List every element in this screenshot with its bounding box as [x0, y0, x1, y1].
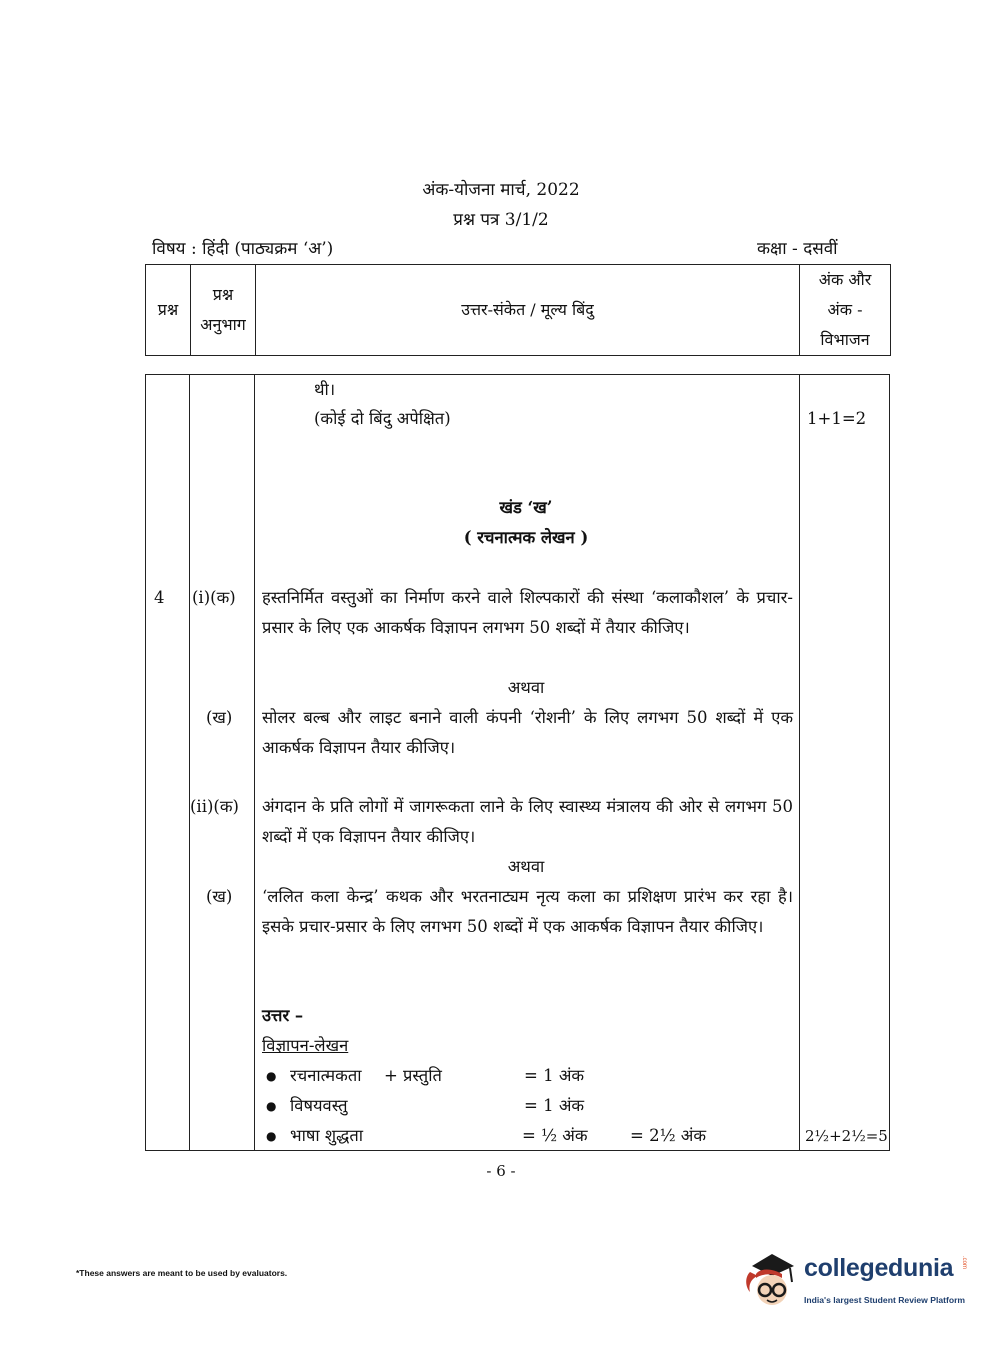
- carry-marks: 1+1=2: [807, 409, 867, 428]
- part-ii-kha-label: (ख): [206, 887, 233, 906]
- rubric-total: = 2½ अंक: [630, 1126, 707, 1145]
- part-i-ka-text: हस्तनिर्मित वस्तुओं का निर्माण करने वाले शिल्पकारों की संस्था ‘कलाकौशल’ के प्रचार-प्रसार के लिए एक आकर्षक विज्ञापन लगभग 50 शब्दों में तैयार कीजिए।: [262, 588, 793, 637]
- paper-code: प्रश्न पत्र 3/1/2: [453, 210, 549, 230]
- collegedunia-logo[interactable]: [742, 1248, 972, 1316]
- header-section: प्रश्न अनुभाग: [191, 265, 256, 356]
- header-answer: उत्तर-संकेत / मूल्य बिंदु: [256, 265, 800, 356]
- rubric-value: = 1 अंक: [524, 1066, 585, 1085]
- page-number: - 6 -: [486, 1162, 516, 1180]
- rubric-item: विषयवस्तु: [290, 1096, 348, 1115]
- rubric-plus: +: [384, 1066, 398, 1085]
- carry-note: (कोई दो बिंदु अपेक्षित): [314, 409, 451, 428]
- bullet-icon: ●: [266, 1099, 277, 1113]
- or-divider: अथवा: [507, 857, 545, 876]
- answer-key-title: अंक-योजना मार्च, 2022: [422, 180, 580, 200]
- brand-tagline: India's largest Student Review Platform: [804, 1295, 966, 1305]
- header-marks: अंक और अंक - विभाजन: [800, 265, 891, 356]
- part-i-kha-label: (ख): [206, 708, 233, 727]
- column-divider: [189, 375, 190, 1150]
- class-label: कक्षा - दसवीं: [757, 239, 838, 259]
- or-divider: अथवा: [507, 678, 545, 697]
- final-marks: 2½+2½=5: [805, 1127, 888, 1145]
- rubric-extra: प्रस्तुति: [403, 1066, 442, 1085]
- rubric-value: = 1 अंक: [524, 1096, 585, 1115]
- evaluator-footnote: *These answers are meant to be used by evaluators.: [76, 1268, 288, 1278]
- part-ii-ka-label: (ii)(क): [190, 797, 239, 816]
- part-ii-kha-text: ‘ललित कला केन्द्र’ कथक और भरतनाट्यम नृत्य कला का प्रशिक्षण प्रारंभ कर रहा है। इसके प्रचार-प्रसार के लिए लगभग 50 शब्दों में एक आकर्षक विज्ञापन तैयार कीजिए।: [262, 887, 793, 936]
- column-header-table: [145, 264, 891, 356]
- rubric-item: रचनात्मकता: [290, 1066, 362, 1085]
- column-divider: [254, 375, 255, 1150]
- answer-heading: विज्ञापन-लेखन: [262, 1036, 349, 1055]
- bullet-icon: ●: [266, 1069, 277, 1083]
- answer-content-box: [145, 374, 890, 1151]
- rubric-item: भाषा शुद्धता: [290, 1126, 364, 1145]
- header-question: प्रश्न: [146, 265, 191, 356]
- answer-label: उत्तर –: [262, 1006, 304, 1025]
- part-i-kha-text: सोलर बल्ब और लाइट बनाने वाली कंपनी ‘रोशनी’ के लिए लगभग 50 शब्दों में एक आकर्षक विज्ञापन तैयार कीजिए।: [262, 708, 793, 757]
- brand-domain: .com: [961, 1256, 967, 1270]
- mascot-icon: [742, 1248, 802, 1316]
- question-number: 4: [154, 588, 165, 607]
- carry-text: थी।: [314, 380, 336, 399]
- part-ii-ka-text: अंगदान के प्रति लोगों में जागरूकता लाने के लिए स्वास्थ्य मंत्रालय की ओर से लगभग 50 शब्दों में एक विज्ञापन तैयार कीजिए।: [262, 797, 793, 846]
- bullet-icon: ●: [266, 1129, 277, 1143]
- rubric-value: = ½ अंक: [522, 1126, 588, 1145]
- part-i-ka-label: (i)(क): [192, 588, 236, 607]
- subject-label: विषय : हिंदी (पाठ्यक्रम ‘अ’): [152, 239, 334, 259]
- brand-name: collegedunia: [804, 1254, 954, 1282]
- section-subtitle: ( रचनात्मक लेखन ): [463, 528, 589, 547]
- column-divider: [799, 375, 800, 1150]
- section-title: खंड ‘ख’: [499, 498, 553, 517]
